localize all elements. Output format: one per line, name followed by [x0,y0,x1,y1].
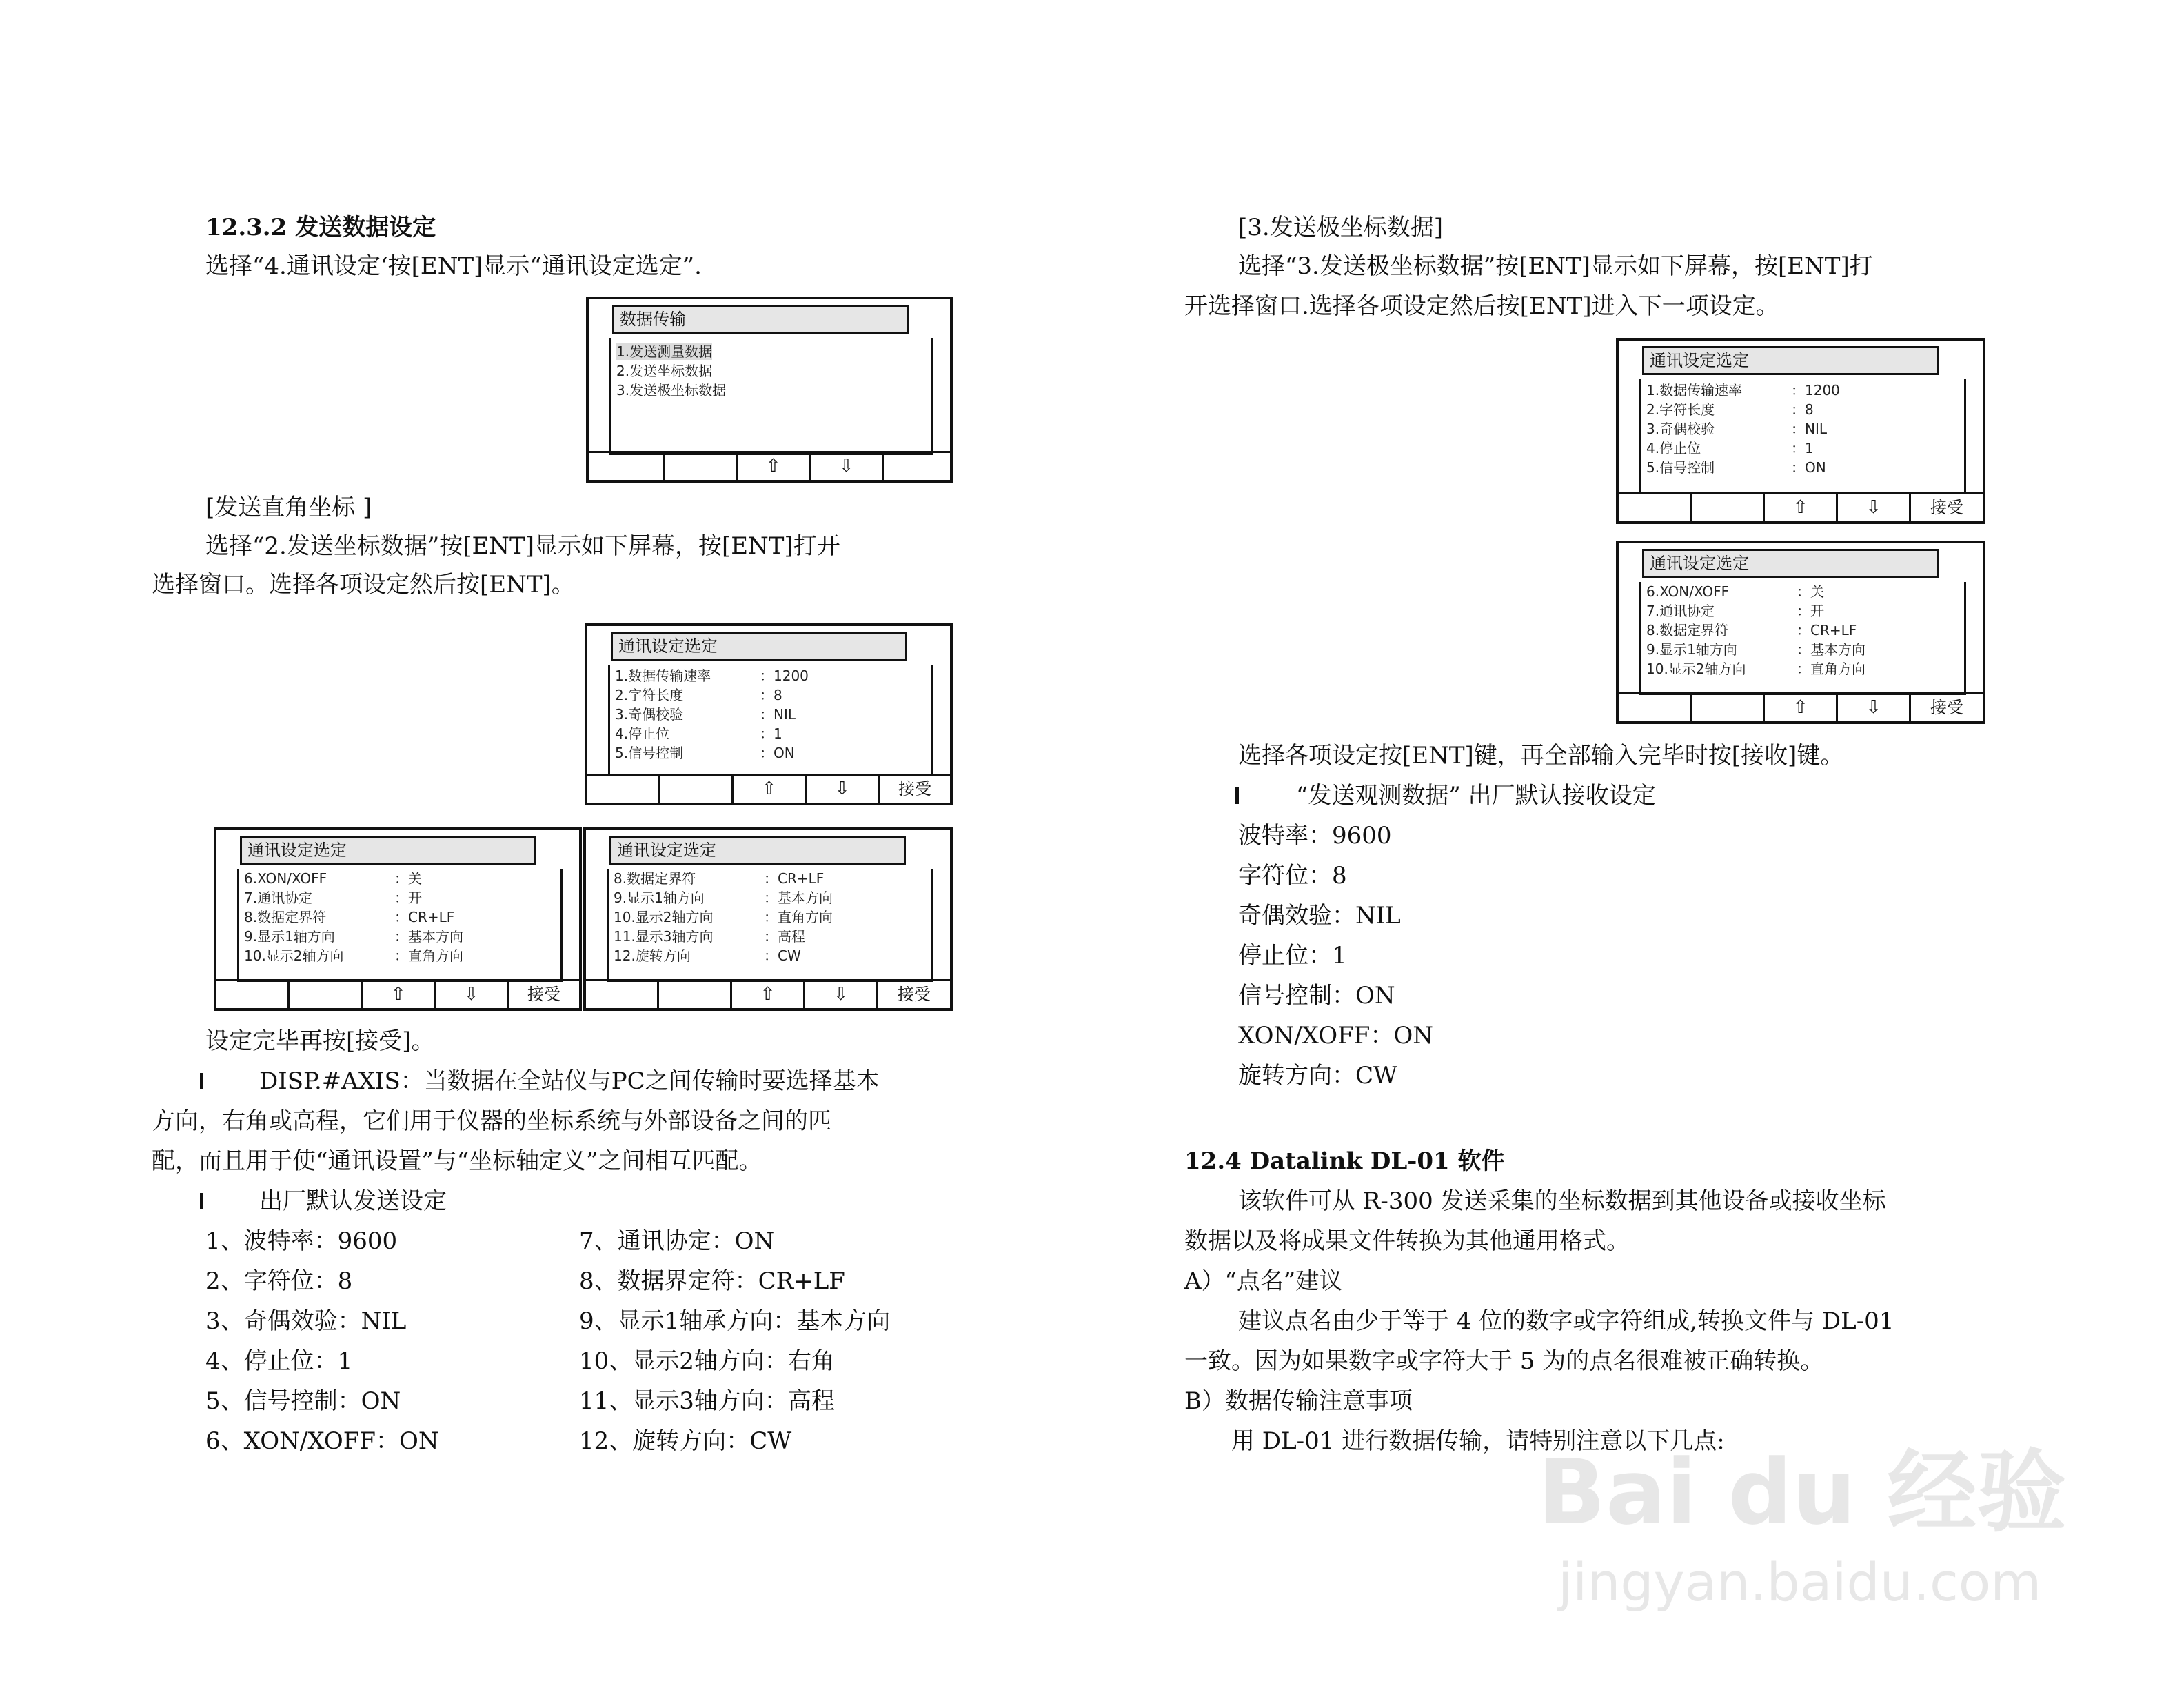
setting-row: 12.旋转方向 ：CW [614,947,801,964]
default-send-item: 4、停止位：1 [205,1347,353,1375]
recv-default-item: 旋转方向：CW [1238,1062,1397,1089]
fkey-accept: 接受 [898,779,931,798]
setting-row: 3.奇偶校验 ：NIL [615,706,796,723]
lcd-screen-comm-settings-b [214,827,582,1011]
setting-row: 7.通讯协定 ：开 [1646,603,1824,619]
fkey-1 [1619,494,1692,521]
transfer-notes-heading: B）数据传输注意事项 [1184,1387,1413,1415]
menu-item-3: 3.发送极坐标数据 [616,382,727,399]
setting-row: 3.奇偶校验 ：NIL [1646,421,1828,437]
arrow-down-icon: ⇩ [833,984,849,1005]
setting-row: 11.显示3轴方向 ：高程 [614,928,805,945]
fkey-2 [659,981,732,1008]
fkey-up [734,776,807,803]
setting-row: 6.XON/XOFF ：关 [1646,583,1824,600]
baidu-watermark-url: jingyan.baidu.com [1558,1551,2042,1613]
fkey-accept: 接受 [527,985,560,1004]
lcd-screen-comm-settings-d [1616,338,1985,524]
baidu-watermark-logo: Bai du 经验 [1537,1440,2067,1545]
arrow-down-icon: ⇩ [1866,697,1881,718]
intro-text: 选择“4.通讯设定‘按[ENT]显示“通讯设定选定”. [205,252,702,280]
function-key-bar [586,979,950,1008]
default-send-item: 11、显示3轴方向：高程 [579,1387,835,1415]
fkey-up [363,981,436,1008]
fkey-down [807,776,880,803]
arrow-up-icon: ⇧ [1792,697,1808,718]
arrow-down-icon: ⇩ [834,778,850,799]
fkey-up [1765,694,1838,721]
screen-title: 通讯设定选定 [240,836,536,865]
recv-default-item: XON/XOFF：ON [1238,1022,1433,1049]
bullet-marker [1235,787,1239,804]
setting-row: 2.字符长度 ：8 [1646,401,1814,418]
screen-title: 数据传输 [612,305,909,334]
recv-default-item: 停止位：1 [1238,942,1347,969]
menu-item-1: 1.发送测量数据 [616,343,713,360]
transfer-notes-line1: 用 DL-01 进行数据传输，请特别注意以下几点: [1231,1427,1725,1455]
function-key-bar [589,451,950,480]
setting-row: 9.显示1轴方向 ：基本方向 [1646,641,1866,658]
fkey-1 [586,981,659,1008]
default-send-item: 9、显示1轴承方向：基本方向 [579,1307,891,1335]
fkey-1 [216,981,290,1008]
function-key-bar [1619,492,1983,521]
point-name-heading: A）“点名”建议 [1184,1267,1343,1295]
setting-row: 4.停止位 ：1 [615,725,782,742]
setting-row: 5.信号控制 ：ON [615,745,795,761]
screen-title: 通讯设定选定 [1642,549,1939,578]
default-send-item: 5、信号控制：ON [205,1387,401,1415]
recv-defaults-title: “发送观测数据” 出厂默认接收设定 [1296,782,1656,810]
default-send-item: 2、字符位：8 [205,1267,353,1295]
lcd-screen-comm-settings-e [1616,541,1985,724]
setting-row: 9.显示1轴方向 ：基本方向 [614,890,833,906]
fkey-up [738,453,811,480]
recv-default-item: 波特率：9600 [1238,822,1392,850]
arrow-down-icon: ⇩ [1866,497,1881,518]
default-send-item: 1、波特率：9600 [205,1227,398,1255]
fkey-2 [1692,494,1765,521]
fkey-down [1838,694,1911,721]
para1-line2: 选择窗口。选择各项设定然后按[ENT]。 [152,571,575,599]
screen-title: 通讯设定选定 [611,632,907,661]
fkey-down [1838,494,1911,521]
dl01-intro-line1: 该软件可从 R-300 发送采集的坐标数据到其他设备或接收坐标 [1238,1187,1886,1215]
fkey-accept: 接受 [898,985,931,1004]
bullet-marker [200,1193,203,1209]
section-heading-12-4: 12.4 Datalink DL-01 软件 [1184,1147,1505,1175]
default-send-item: 10、显示2轴方向：右角 [579,1347,835,1375]
fkey-2 [660,776,734,803]
setting-row: 6.XON/XOFF ：关 [244,870,422,887]
default-send-item: 12、旋转方向：CW [579,1427,792,1455]
arrow-up-icon: ⇧ [760,984,776,1005]
arrow-down-icon: ⇩ [838,456,854,476]
para1-line1: 选择“2.发送坐标数据”按[ENT]显示如下屏幕，按[ENT]打开 [205,532,840,560]
arrow-down-icon: ⇩ [463,984,479,1005]
setting-row: 8.数据定界符 ：CR+LF [614,870,825,887]
recv-default-item: 字符位：8 [1238,862,1347,890]
disp-axis-line3: 配，而且用于使“通讯设置”与“坐标轴定义”之间相互匹配。 [152,1147,762,1175]
bullet-marker [200,1073,203,1089]
fkey-down [436,981,509,1008]
point-name-line2: 一致。因为如果数字或字符大于 5 为的点名很难被正确转换。 [1184,1347,1824,1375]
section-heading-12-3-2: 12.3.2 发送数据设定 [205,214,436,241]
fkey-up [1765,494,1838,521]
default-send-item: 8、数据界定符：CR+LF [579,1267,845,1295]
right-para2: 选择各项设定按[ENT]键，再全部输入完毕时按[接收]键。 [1238,742,1844,770]
fkey-5 [884,453,950,480]
function-key-bar [1619,692,1983,721]
fkey-1 [1619,694,1692,721]
fkey-accept: 接受 [1930,698,1963,717]
disp-axis-line2: 方向，右角或高程，它们用于仪器的坐标系统与外部设备之间的匹 [152,1107,831,1135]
arrow-up-icon: ⇧ [1792,497,1808,518]
setting-row: 9.显示1轴方向 ：基本方向 [244,928,463,945]
fkey-1 [587,776,660,803]
function-key-bar [587,774,950,803]
lcd-screen-comm-settings-c [583,827,953,1011]
setting-row: 10.显示2轴方向 ：直角方向 [1646,661,1866,677]
fkey-down [805,981,878,1008]
right-para1-line2: 开选择窗口.选择各项设定然后按[ENT]进入下一项设定。 [1184,292,1779,320]
point-name-line1: 建议点名由少于等于 4 位的数字或字符组成,转换文件与 DL-01 [1238,1307,1894,1335]
fkey-2 [1692,694,1765,721]
arrow-up-icon: ⇧ [761,778,777,799]
setting-row: 7.通讯协定 ：开 [244,890,422,906]
screen-title: 通讯设定选定 [609,836,906,865]
setting-row: 4.停止位 ：1 [1646,440,1814,456]
setting-row: 10.显示2轴方向 ：直角方向 [614,909,833,925]
default-send-item: 3、奇偶效验：NIL [205,1307,407,1335]
sub-heading-rect-coords: [发送直角坐标 ] [205,494,372,521]
fkey-accept: 接受 [1930,498,1963,517]
dl01-intro-line2: 数据以及将成果文件转换为其他通用格式。 [1184,1227,1630,1255]
default-send-item: 6、XON/XOFF：ON [205,1427,439,1455]
recv-default-item: 信号控制：ON [1238,982,1395,1009]
fkey-down [811,453,884,480]
screen-title: 通讯设定选定 [1642,346,1939,375]
fkey-up [732,981,805,1008]
sub-heading-polar-coords: [3.发送极坐标数据] [1238,214,1443,241]
menu-item-2: 2.发送坐标数据 [616,363,713,379]
right-para1-line1: 选择“3.发送极坐标数据”按[ENT]显示如下屏幕，按[ENT]打 [1238,252,1873,280]
recv-default-item: 奇偶效验：NIL [1238,902,1401,930]
lcd-screen-data-transfer [586,297,953,483]
arrow-up-icon: ⇧ [390,984,406,1005]
disp-axis-line1: DISP.#AXIS：当数据在全站仪与PC之间传输时要选择基本 [259,1067,880,1095]
setting-row: 1.数据传输速率 ：1200 [615,667,809,684]
defaults-send-title: 出厂默认发送设定 [259,1187,447,1215]
arrow-up-icon: ⇧ [765,456,781,476]
setting-row: 8.数据定界符 ：CR+LF [1646,622,1857,639]
setting-row: 5.信号控制 ：ON [1646,459,1826,476]
fkey-1 [589,453,665,480]
fkey-2 [665,453,738,480]
after-settings-text: 设定完毕再按[接受]。 [205,1027,435,1055]
fkey-2 [290,981,363,1008]
lcd-screen-comm-settings-a [585,623,953,805]
setting-row: 10.显示2轴方向 ：直角方向 [244,947,463,964]
function-key-bar [216,979,579,1008]
setting-row: 2.字符长度 ：8 [615,687,782,703]
default-send-item: 7、通讯协定：ON [579,1227,775,1255]
setting-row: 8.数据定界符 ：CR+LF [244,909,455,925]
setting-row: 1.数据传输速率 ：1200 [1646,382,1840,399]
